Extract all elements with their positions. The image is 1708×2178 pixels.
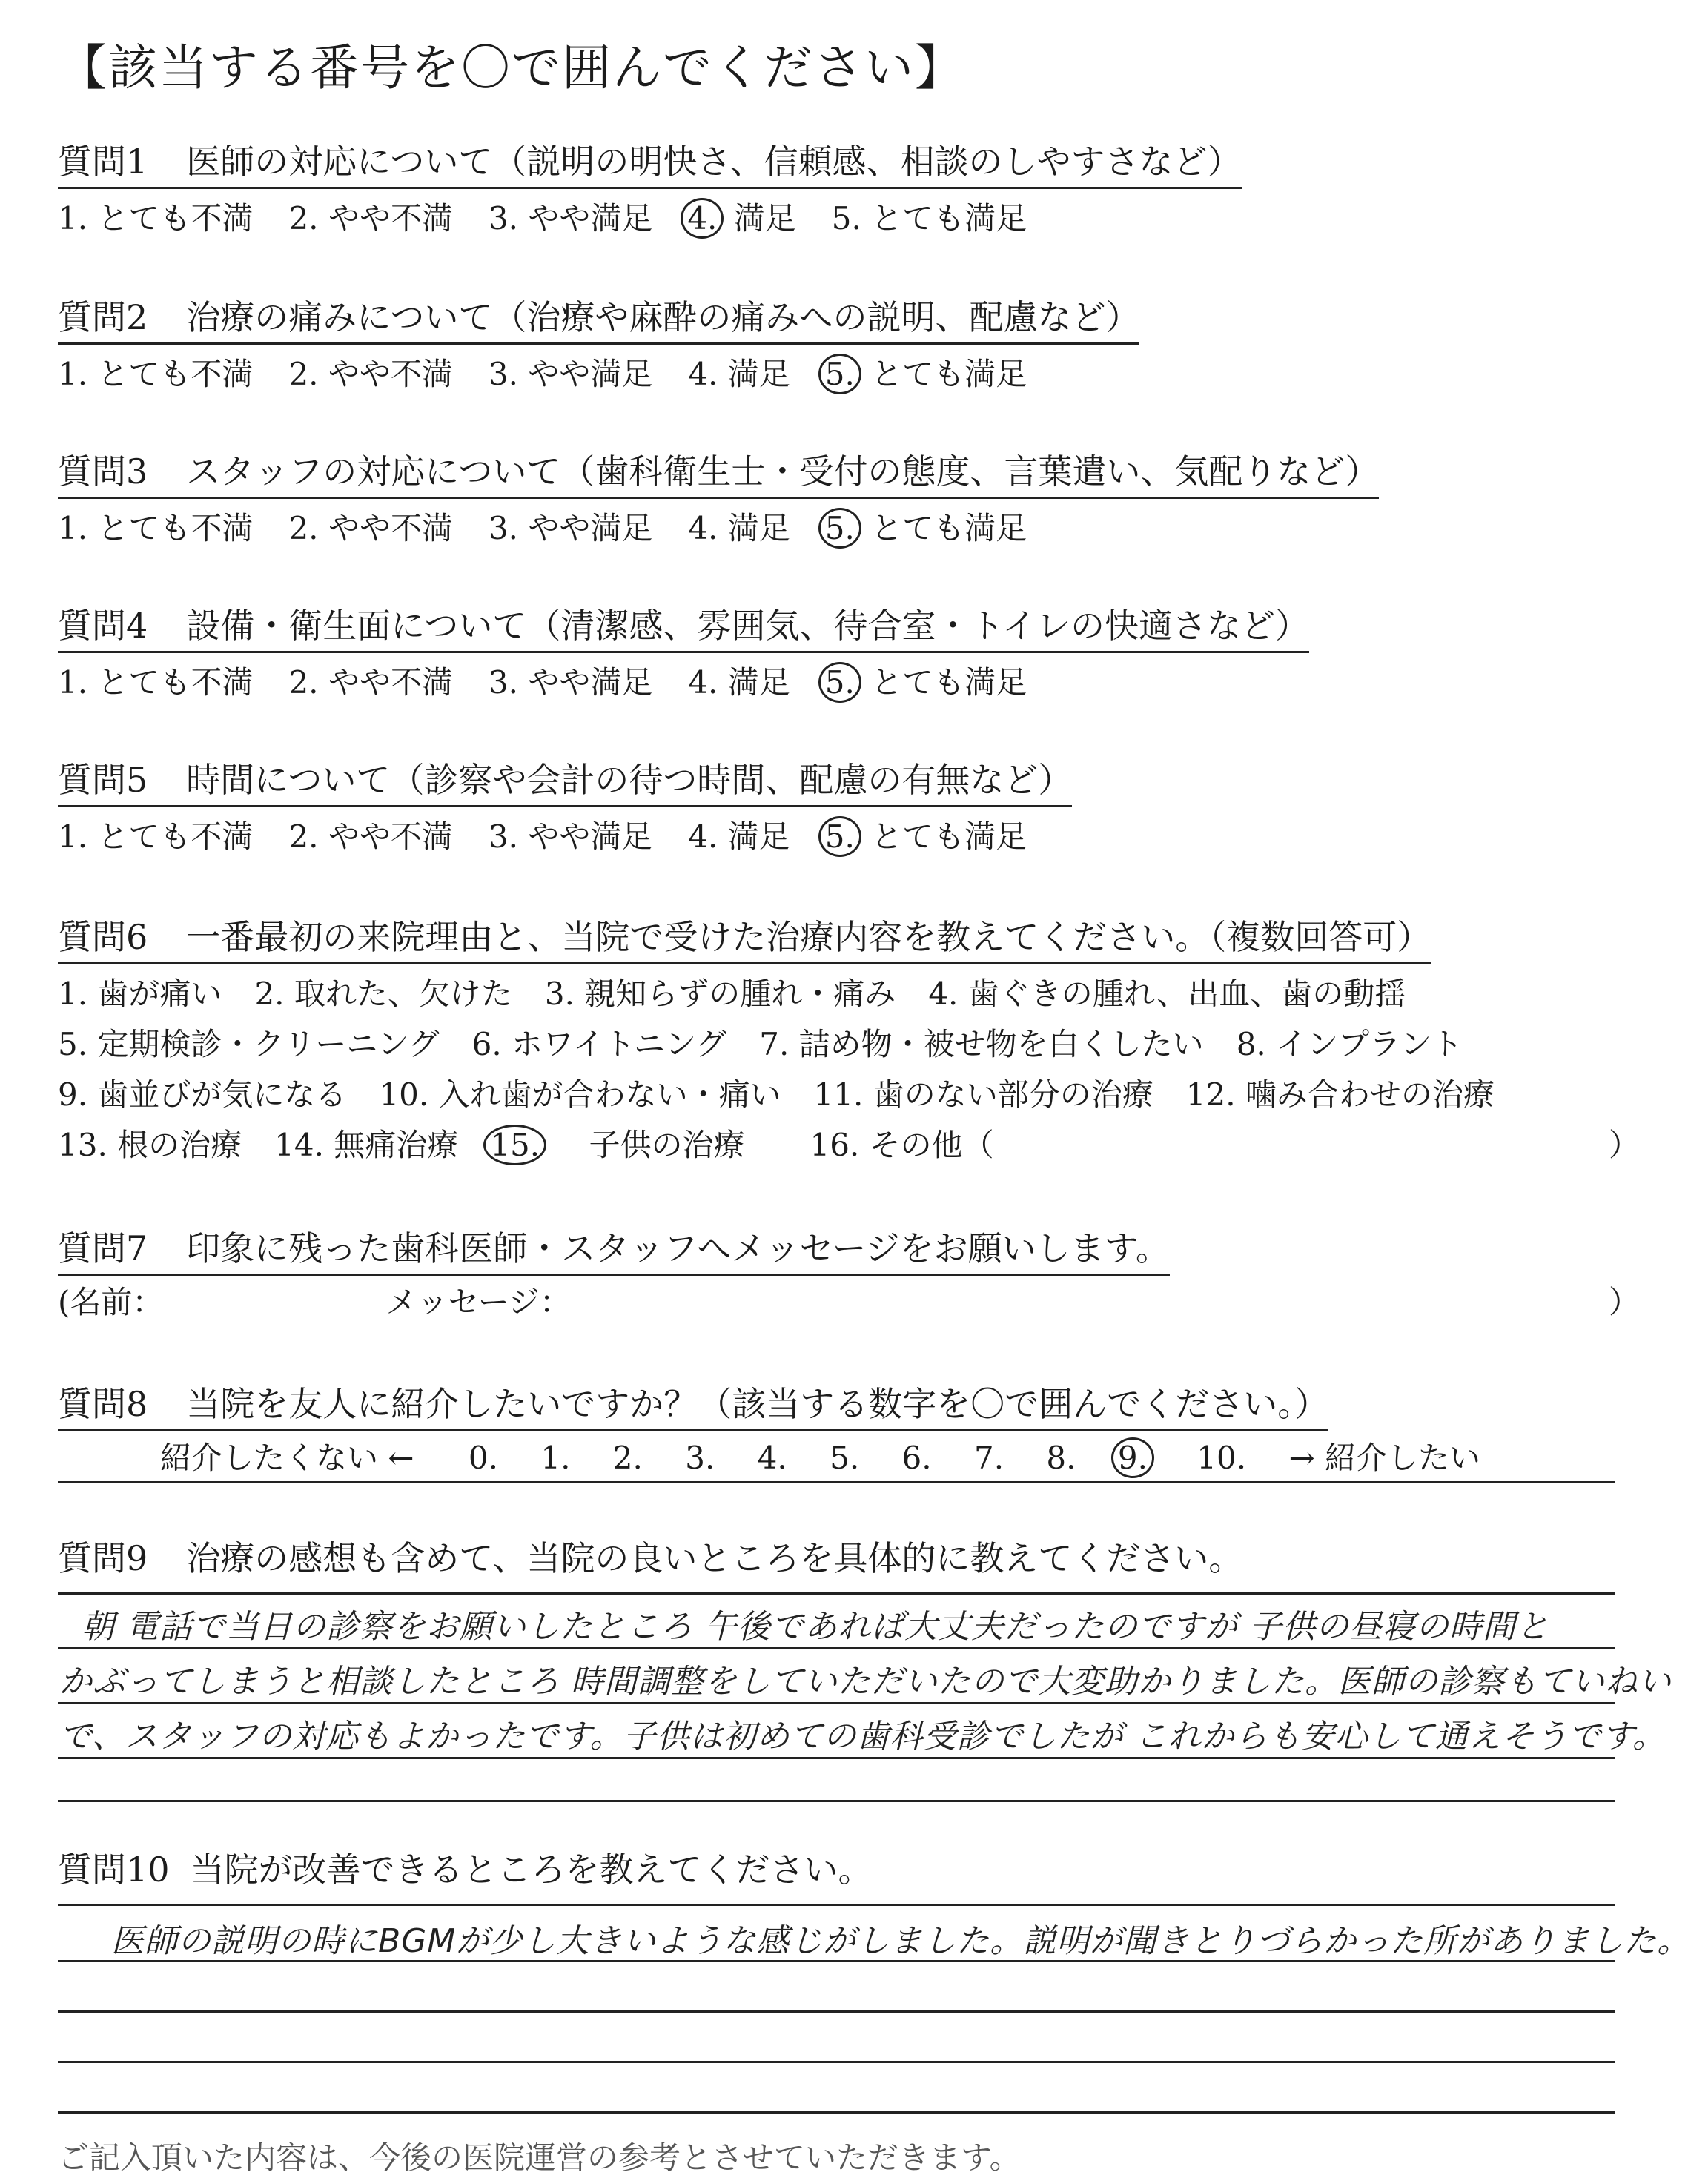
q5-option-1[interactable]: 1. とても不満 <box>58 818 254 855</box>
q6-option-7[interactable]: 7. 詰め物・被せ物を白くしたい <box>759 1026 1204 1062</box>
q3-option-5-selected[interactable]: 5. とても満足 <box>826 504 1027 549</box>
question-6-text: 一番最初の来院理由と、当院で受けた治療内容を教えてください。（複数回答可） <box>186 917 1431 957</box>
q6-option-6[interactable]: 6. ホワイトニング <box>471 1026 727 1062</box>
q3-option-2[interactable]: 2. やや不満 <box>288 510 453 546</box>
q2-option-5-selected[interactable]: 5. とても満足 <box>826 350 1027 394</box>
q8-left-label: 紹介したくない ← <box>160 1440 414 1476</box>
q8-option-2[interactable]: 2. <box>612 1440 643 1476</box>
question-4-number: 質問4 <box>58 606 148 646</box>
q5-option-5-selected[interactable]: 5. とても満足 <box>826 812 1027 857</box>
q9-answer-line-2[interactable]: かぶってしまうと相談したところ 時間調整をしていただいたので大変助かりました。医師の診察もていねい <box>59 1663 1672 1701</box>
q8-option-3[interactable]: 3. <box>685 1440 715 1476</box>
q6-options-row-1 <box>58 970 1438 1014</box>
question-4-text: 設備・衛生面について（清潔感、雰囲気、待合室・トイレの快適さなど） <box>186 606 1310 646</box>
q8-option-10[interactable]: 10. <box>1196 1440 1247 1476</box>
q8-option-9-selected[interactable]: 9. <box>1111 1437 1154 1478</box>
q9-answer-line-3[interactable]: で、スタッフの対応もよかったです。子供は初めての歯科受診でしたが これからも安心して通えそうです。 <box>59 1718 1666 1755</box>
question-9-text: 治療の感想も含めて、当院の良いところを具体的に教えてください。 <box>186 1538 1243 1578</box>
q8-option-8[interactable]: 8. <box>1046 1440 1076 1476</box>
q9-line-1 <box>58 1647 1615 1649</box>
q6-options-row-3 <box>58 1070 1527 1115</box>
q5-option-3[interactable]: 3. やや満足 <box>488 818 653 855</box>
question-5-options <box>58 812 1062 857</box>
question-1-text: 医師の対応について（説明の明快さ、信頼感、相談のしやすさなど） <box>186 142 1242 182</box>
question-9-number: 質問9 <box>58 1538 148 1578</box>
q9-line-4 <box>58 1800 1615 1802</box>
q6-other-close: ） <box>1609 1127 1641 1163</box>
q7-message-label: メッセージ： <box>385 1284 571 1320</box>
question-8-text: 当院を友人に紹介したいですか？（該当する数字を〇で囲んでください。） <box>186 1384 1329 1424</box>
q1-option-1[interactable]: 1. とても不満 <box>58 200 254 236</box>
q1-option-4-selected[interactable]: 4. 満足 <box>688 194 795 239</box>
q6-option-9[interactable]: 9. 歯並びが気になる <box>58 1076 347 1113</box>
question-2-options <box>58 350 1062 394</box>
q6-option-15-selected[interactable]: 15. 子供の治療 <box>491 1127 777 1163</box>
question-4 <box>58 599 1309 653</box>
question-8 <box>58 1377 1328 1431</box>
q8-option-0[interactable]: 0. <box>468 1440 498 1476</box>
question-5-text: 時間について（診察や会計の待つ時間、配慮の有無など） <box>186 760 1073 800</box>
q2-option-2[interactable]: 2. やや不満 <box>288 356 453 392</box>
q1-option-3[interactable]: 3. やや満足 <box>488 200 653 236</box>
q3-option-1[interactable]: 1. とても不満 <box>58 510 254 546</box>
q4-option-4[interactable]: 4. 満足 <box>688 664 790 701</box>
q6-option-13[interactable]: 13. 根の治療 <box>58 1127 242 1163</box>
question-9 <box>58 1532 1242 1580</box>
question-4-options <box>58 658 1062 703</box>
q4-option-3[interactable]: 3. やや満足 <box>488 664 653 701</box>
q8-right-label: → 紹介したい <box>1288 1440 1480 1476</box>
q5-option-2[interactable]: 2. やや不満 <box>288 818 453 855</box>
question-1 <box>58 135 1242 189</box>
q10-line-0 <box>58 1904 1615 1906</box>
question-10-number: 質問10 <box>58 1850 170 1890</box>
q6-options-row-2 <box>58 1020 1495 1065</box>
q10-answer-line-1[interactable]: 医師の説明の時にBGMが少し大きいような感じがしました。説明が聞きとりづらかった所がありました。 <box>111 1922 1691 1960</box>
question-7 <box>58 1222 1170 1276</box>
q8-option-4[interactable]: 4. <box>757 1440 787 1476</box>
question-3 <box>58 445 1379 499</box>
question-2 <box>58 291 1139 345</box>
question-10 <box>58 1843 873 1892</box>
question-10-text: 当院が改善できるところを教えてください。 <box>190 1850 873 1890</box>
q6-option-2[interactable]: 2. 取れた、欠けた <box>254 976 512 1012</box>
question-7-text: 印象に残った歯科医師・スタッフへメッセージをお願いします。 <box>186 1228 1170 1268</box>
question-3-number: 質問3 <box>58 451 148 491</box>
q8-underline <box>58 1481 1615 1483</box>
q9-line-3 <box>58 1757 1615 1759</box>
question-6 <box>58 910 1431 964</box>
question-5 <box>58 753 1072 807</box>
question-8-number: 質問8 <box>58 1384 148 1424</box>
q2-option-3[interactable]: 3. やや満足 <box>488 356 653 392</box>
question-5-number: 質問5 <box>58 760 148 800</box>
q3-option-3[interactable]: 3. やや満足 <box>488 510 653 546</box>
q6-option-12[interactable]: 12. 噛み合わせの治療 <box>1185 1076 1494 1113</box>
q7-close: ） <box>1609 1284 1641 1320</box>
q8-option-5[interactable]: 5. <box>830 1440 860 1476</box>
q2-option-4[interactable]: 4. 満足 <box>688 356 790 392</box>
q6-option-1[interactable]: 1. 歯が痛い <box>58 976 222 1012</box>
q7-fields <box>58 1278 603 1323</box>
q6-option-11[interactable]: 11. 歯のない部分の治療 <box>813 1076 1153 1113</box>
page-title: 【該当する番号を〇で囲んでください】 <box>58 39 965 96</box>
q8-scale <box>160 1434 1513 1478</box>
q4-option-2[interactable]: 2. やや不満 <box>288 664 453 701</box>
question-6-number: 質問6 <box>58 917 148 957</box>
q2-option-1[interactable]: 1. とても不満 <box>58 356 254 392</box>
q6-option-16[interactable]: 16. その他（ <box>810 1127 994 1163</box>
question-7-number: 質問7 <box>58 1228 148 1268</box>
q6-option-8[interactable]: 8. インプラント <box>1236 1026 1463 1062</box>
question-2-text: 治療の痛みについて（治療や麻酔の痛みへの説明、配慮など） <box>186 297 1140 337</box>
question-1-options <box>58 194 1062 239</box>
q8-option-7[interactable]: 7. <box>973 1440 1004 1476</box>
q4-option-5-selected[interactable]: 5. とても満足 <box>826 658 1027 703</box>
question-1-number: 質問1 <box>58 142 148 182</box>
footer-note: ご記入頂いた内容は、今後の医院運営の参考とさせていただきます。 <box>58 2139 1021 2176</box>
q8-option-1[interactable]: 1. <box>540 1440 571 1476</box>
q10-line-2 <box>58 2010 1615 2013</box>
q1-option-2[interactable]: 2. やや不満 <box>288 200 453 236</box>
q10-line-4 <box>58 2111 1615 2114</box>
q4-option-1[interactable]: 1. とても不満 <box>58 664 254 701</box>
q9-answer-line-1[interactable]: 朝 電話で当日の診察をお願いしたところ 午後であれば大丈夫だったのですが 子供の昼寝の時間と <box>82 1608 1549 1646</box>
q9-line-2 <box>58 1702 1615 1704</box>
q6-options-row-4 <box>58 1121 1027 1165</box>
q6-option-5[interactable]: 5. 定期検診・クリーニング <box>58 1026 440 1062</box>
q1-option-5[interactable]: 5. とても満足 <box>831 200 1027 236</box>
q6-option-3[interactable]: 3. 親知らずの腫れ・痛み <box>544 976 896 1012</box>
q8-option-6[interactable]: 6. <box>901 1440 932 1476</box>
q10-line-3 <box>58 2061 1615 2063</box>
question-3-text: スタッフの対応について（歯科衛生士・受付の態度、言葉遣い、気配りなど） <box>186 451 1380 491</box>
q6-option-4[interactable]: 4. 歯ぐきの腫れ、出血、歯の動揺 <box>928 976 1406 1012</box>
q9-line-0 <box>58 1592 1615 1595</box>
q5-option-4[interactable]: 4. 満足 <box>688 818 790 855</box>
q3-option-4[interactable]: 4. 満足 <box>688 510 790 546</box>
q6-option-14[interactable]: 14. 無痛治療 <box>274 1127 459 1163</box>
q7-name-label: (名前： <box>58 1284 164 1320</box>
question-3-options <box>58 504 1062 549</box>
question-2-number: 質問2 <box>58 297 148 337</box>
q10-line-1 <box>58 1960 1615 1962</box>
q6-option-10[interactable]: 10. 入れ歯が合わない・痛い <box>379 1076 781 1113</box>
